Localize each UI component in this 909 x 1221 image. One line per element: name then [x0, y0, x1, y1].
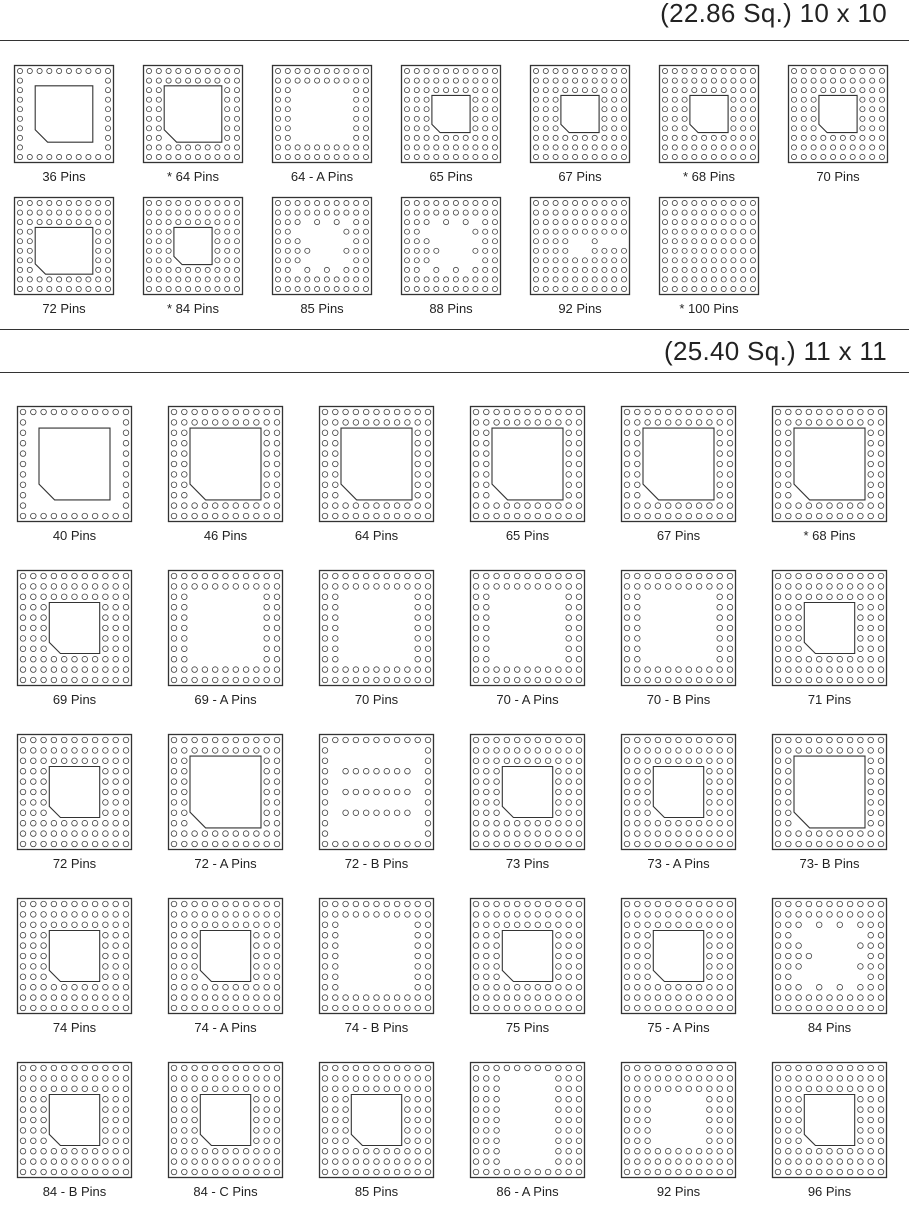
package-border — [531, 198, 630, 295]
package-border — [622, 1063, 736, 1178]
package-tile — [621, 1062, 736, 1200]
package-outline-icon — [621, 1062, 736, 1178]
package-outline-icon — [772, 1062, 887, 1178]
package-label: 69 Pins — [52, 692, 97, 707]
package-border — [660, 198, 759, 295]
die-cavity — [502, 931, 552, 982]
die-cavity — [35, 227, 93, 274]
package-label: * 68 Pins — [803, 528, 856, 543]
package-outline-icon — [319, 898, 434, 1014]
die-cavity — [794, 756, 865, 828]
package-tile — [530, 65, 630, 185]
package-tile — [14, 65, 114, 185]
package-label: 84 - C Pins — [193, 1184, 258, 1199]
package-outline-icon — [772, 570, 887, 686]
package-outline-icon — [168, 734, 283, 850]
package-outline-icon — [772, 406, 887, 522]
section-divider — [0, 329, 909, 330]
package-label: 74 - A Pins — [194, 1020, 257, 1035]
die-cavity — [200, 931, 250, 982]
package-tile — [772, 898, 887, 1036]
package-border — [320, 571, 434, 686]
package-label: * 84 Pins — [166, 301, 220, 316]
package-tile — [143, 197, 243, 317]
package-border — [773, 899, 887, 1014]
die-cavity — [190, 756, 261, 828]
package-outline-icon — [17, 570, 132, 686]
package-label: 75 - A Pins — [647, 1020, 710, 1035]
package-label: 72 - A Pins — [194, 856, 257, 871]
package-outline-icon — [17, 898, 132, 1014]
package-outline-icon — [17, 406, 132, 522]
section-heading: (25.40 Sq.) 11 x 11 — [664, 336, 887, 366]
package-label: 70 Pins — [816, 169, 860, 184]
package-label: 70 Pins — [354, 692, 399, 707]
package-outline-icon — [17, 1062, 132, 1178]
package-outline-icon — [470, 570, 585, 686]
package-tile — [168, 898, 283, 1036]
package-outline-icon — [319, 406, 434, 522]
die-cavity — [174, 227, 212, 264]
die-cavity — [351, 1095, 401, 1146]
die-cavity — [432, 95, 470, 132]
package-label: 70 - B Pins — [646, 692, 711, 707]
package-tile — [621, 734, 736, 872]
package-label: 86 - A Pins — [496, 1184, 559, 1199]
package-outline-icon — [168, 1062, 283, 1178]
package-outline-icon — [14, 197, 114, 295]
package-tile — [319, 1062, 434, 1200]
package-label: 67 Pins — [558, 169, 602, 184]
package-label: 73- B Pins — [799, 856, 860, 871]
package-label: 92 Pins — [558, 301, 602, 316]
die-cavity — [39, 428, 110, 500]
package-label: 69 - A Pins — [194, 692, 257, 707]
package-outline-icon — [659, 197, 759, 295]
package-label: 92 Pins — [656, 1184, 701, 1199]
package-outline-icon — [470, 1062, 585, 1178]
package-outline-icon — [168, 406, 283, 522]
package-tile — [168, 570, 283, 708]
package-border — [402, 198, 501, 295]
package-tile — [401, 65, 501, 185]
package-label: 36 Pins — [42, 169, 86, 184]
package-outline-icon — [401, 197, 501, 295]
die-cavity — [819, 95, 857, 132]
die-cavity — [653, 767, 703, 818]
die-cavity — [502, 767, 552, 818]
package-outline-icon — [17, 734, 132, 850]
package-border — [471, 1063, 585, 1178]
package-label: 65 Pins — [505, 528, 550, 543]
package-outline-icon — [788, 65, 888, 163]
package-label: 40 Pins — [52, 528, 97, 543]
package-tile — [272, 65, 372, 185]
package-border — [471, 571, 585, 686]
package-outline-icon — [14, 65, 114, 163]
package-label: 74 - B Pins — [344, 1020, 409, 1035]
die-cavity — [653, 931, 703, 982]
package-label: 84 Pins — [807, 1020, 852, 1035]
package-tile — [470, 1062, 585, 1200]
package-label: 88 Pins — [429, 301, 473, 316]
package-tile — [772, 570, 887, 708]
package-outline-icon — [143, 65, 243, 163]
package-outline-icon — [772, 734, 887, 850]
package-label: 64 Pins — [354, 528, 399, 543]
package-tile — [319, 406, 434, 544]
package-tile — [772, 1062, 887, 1200]
package-tile — [470, 570, 585, 708]
package-label: 72 Pins — [52, 856, 97, 871]
package-outline-icon — [470, 898, 585, 1014]
die-cavity — [341, 428, 412, 500]
die-cavity — [49, 603, 99, 654]
die-cavity — [804, 1095, 854, 1146]
package-tile — [272, 197, 372, 317]
package-label: 72 Pins — [42, 301, 86, 316]
package-outline-icon — [470, 406, 585, 522]
package-label: 46 Pins — [203, 528, 248, 543]
package-label: 84 - B Pins — [42, 1184, 107, 1199]
package-tile — [470, 898, 585, 1036]
package-label: 72 - B Pins — [344, 856, 409, 871]
die-cavity — [561, 95, 599, 132]
package-tile — [17, 1062, 132, 1200]
package-tile — [470, 406, 585, 544]
package-outline-icon — [659, 65, 759, 163]
package-border — [320, 899, 434, 1014]
package-label: 71 Pins — [807, 692, 852, 707]
package-tile — [14, 197, 114, 317]
package-outline-icon — [319, 1062, 434, 1178]
section-heading: (22.86 Sq.) 10 x 10 — [660, 0, 887, 28]
die-cavity — [190, 428, 261, 500]
package-outline-icon — [530, 197, 630, 295]
package-tile — [319, 570, 434, 708]
package-label: 85 Pins — [300, 301, 344, 316]
package-border — [273, 198, 372, 295]
package-outline-icon — [621, 406, 736, 522]
package-outline-icon — [143, 197, 243, 295]
package-tile — [772, 406, 887, 544]
package-tile — [401, 197, 501, 317]
package-label: 74 Pins — [52, 1020, 97, 1035]
package-outline-icon — [401, 65, 501, 163]
package-outline-icon — [272, 65, 372, 163]
package-label: 70 - A Pins — [496, 692, 559, 707]
die-cavity — [35, 86, 93, 142]
package-tile — [659, 197, 759, 317]
package-tile — [168, 406, 283, 544]
package-outline-icon — [319, 734, 434, 850]
package-tile — [143, 65, 243, 185]
package-label: * 68 Pins — [682, 169, 736, 184]
package-border — [169, 571, 283, 686]
package-outline-icon — [621, 734, 736, 850]
package-label: 75 Pins — [505, 1020, 550, 1035]
package-outline-icon — [530, 65, 630, 163]
section-divider — [0, 372, 909, 373]
package-tile — [621, 898, 736, 1036]
package-label: 64 - A Pins — [290, 169, 354, 184]
package-outline-icon — [470, 734, 585, 850]
package-label: 65 Pins — [429, 169, 473, 184]
die-cavity — [49, 767, 99, 818]
package-tile — [788, 65, 888, 185]
package-tile — [319, 898, 434, 1036]
package-outline-icon — [272, 197, 372, 295]
package-outline-icon — [319, 570, 434, 686]
package-border — [273, 66, 372, 163]
package-tile — [17, 406, 132, 544]
package-label: 85 Pins — [354, 1184, 399, 1199]
package-outline-icon — [621, 570, 736, 686]
package-tile — [17, 734, 132, 872]
package-label: 67 Pins — [656, 528, 701, 543]
package-outline-icon — [621, 898, 736, 1014]
die-cavity — [690, 95, 728, 132]
die-cavity — [643, 428, 714, 500]
die-cavity — [794, 428, 865, 500]
package-tile — [319, 734, 434, 872]
section-divider — [0, 40, 909, 41]
package-tile — [621, 570, 736, 708]
die-cavity — [49, 1095, 99, 1146]
package-outline-icon — [168, 570, 283, 686]
package-tile — [530, 197, 630, 317]
package-outline-icon — [772, 898, 887, 1014]
die-cavity — [804, 603, 854, 654]
package-label: 96 Pins — [807, 1184, 852, 1199]
die-cavity — [200, 1095, 250, 1146]
package-tile — [17, 898, 132, 1036]
package-tile — [772, 734, 887, 872]
package-tile — [168, 734, 283, 872]
package-label: * 100 Pins — [679, 301, 739, 316]
package-label: * 64 Pins — [166, 169, 220, 184]
package-outline-icon — [168, 898, 283, 1014]
die-cavity — [164, 86, 222, 142]
package-border — [622, 571, 736, 686]
package-tile — [17, 570, 132, 708]
die-cavity — [49, 931, 99, 982]
package-border — [320, 735, 434, 850]
package-tile — [621, 406, 736, 544]
package-tile — [470, 734, 585, 872]
package-tile — [168, 1062, 283, 1200]
package-tile — [659, 65, 759, 185]
package-label: 73 Pins — [505, 856, 550, 871]
package-label: 73 - A Pins — [647, 856, 710, 871]
die-cavity — [492, 428, 563, 500]
